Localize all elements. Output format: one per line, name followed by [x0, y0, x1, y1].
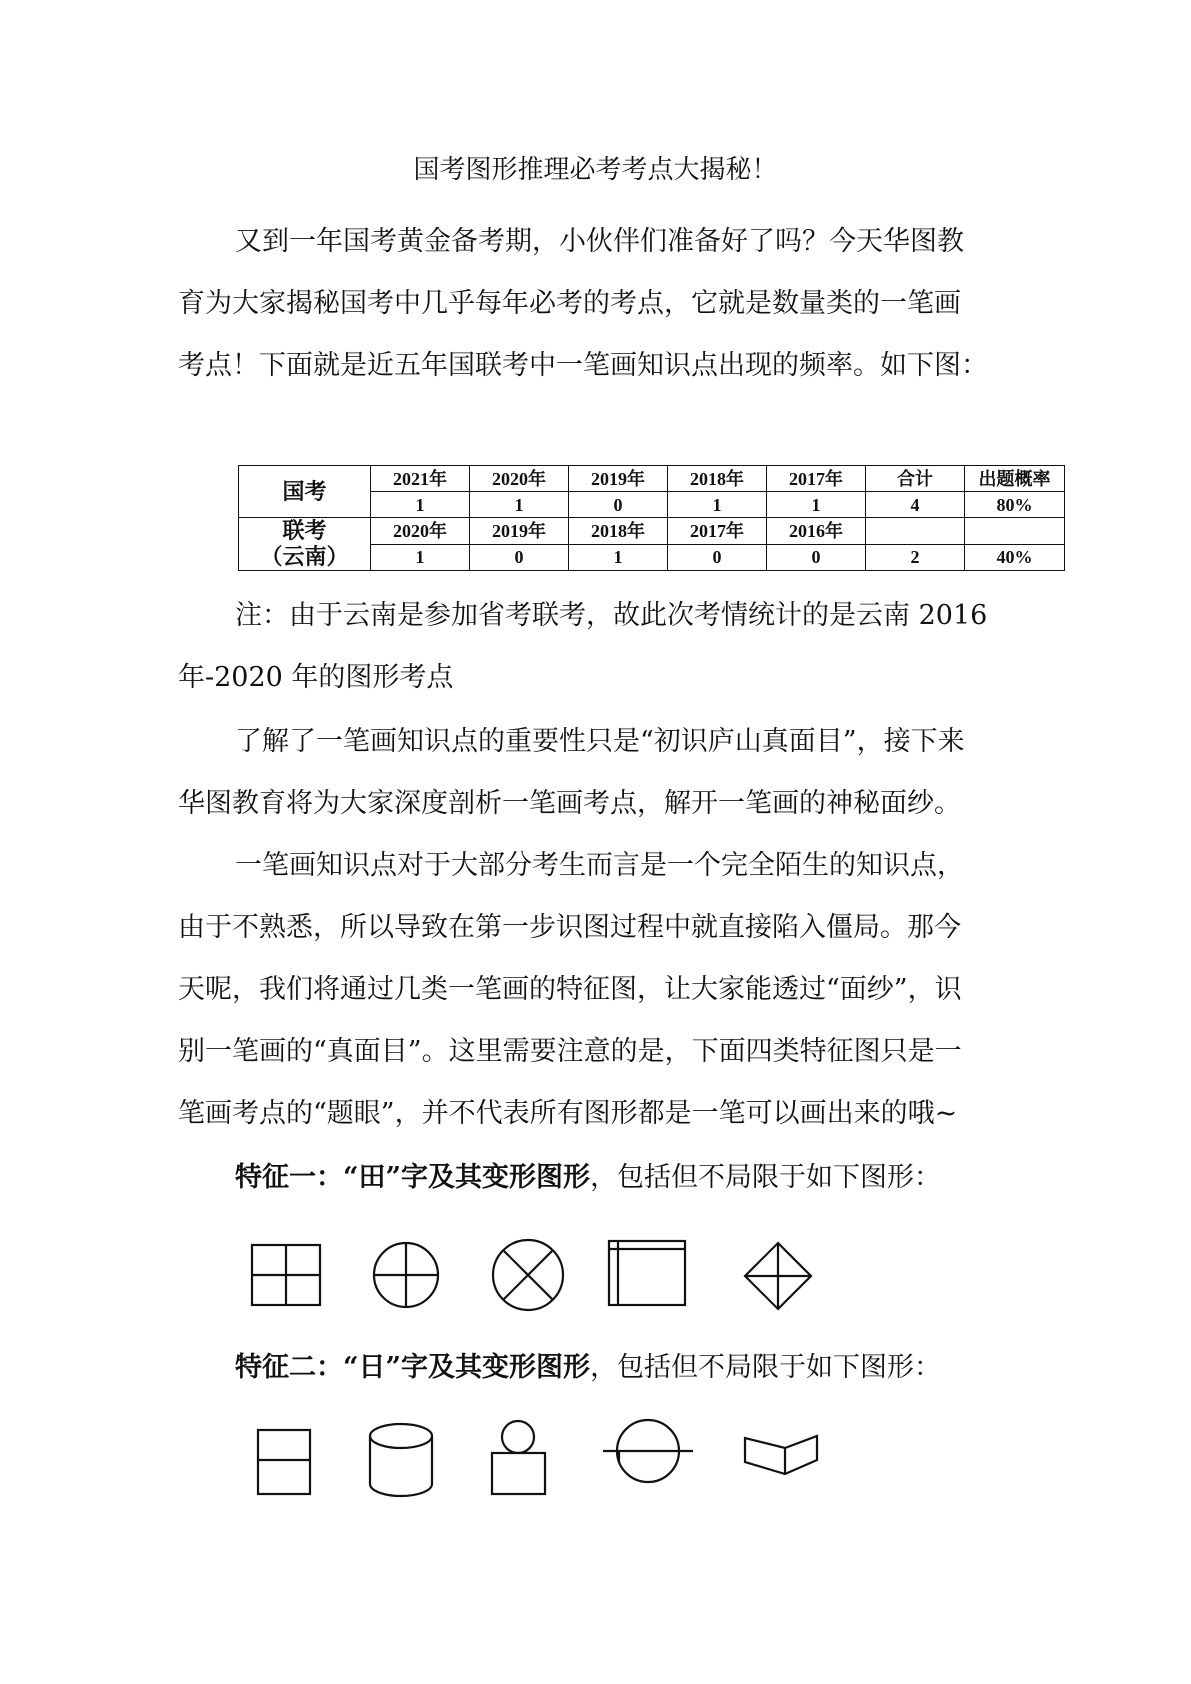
year-cell: 2020年 — [371, 518, 470, 545]
rate-header: 出题概率 — [965, 466, 1065, 492]
total-header: 合计 — [866, 466, 965, 492]
year-cell: 2017年 — [767, 466, 866, 492]
count-cell: 0 — [668, 544, 767, 571]
rate-cell: 80% — [965, 492, 1065, 518]
count-cell: 0 — [767, 544, 866, 571]
para2-line-2: 华图教育将为大家深度剖析一笔画考点，解开一笔画的神秘面纱。 — [178, 788, 961, 819]
circle-cross-figure — [374, 1243, 438, 1307]
intro-line-2: 育为大家揭秘国考中几乎每年必考的考点，它就是数量类的一笔画 — [178, 288, 961, 319]
year-cell: 2021年 — [371, 466, 470, 492]
count-cell: 0 — [569, 492, 668, 518]
feature1-bold: 特征一：“田”字及其变形图形 — [235, 1162, 591, 1193]
circle-on-square-figure — [492, 1421, 545, 1494]
framed-rectangle-figure — [609, 1241, 685, 1305]
feature2-rest: ，包括但不局限于如下图形： — [590, 1352, 942, 1383]
circle-with-line-figure — [603, 1420, 693, 1482]
diamond-cross-figure — [745, 1243, 811, 1309]
para3-line-2: 由于不熟悉，所以导致在第一步识图过程中就直接陷入僵局。那今 — [178, 912, 961, 943]
count-cell: 1 — [569, 544, 668, 571]
open-book-figure — [745, 1436, 817, 1474]
total-cell: 2 — [866, 544, 965, 571]
feature1-rest: ，包括但不局限于如下图形： — [590, 1162, 942, 1193]
note-line-2: 年-2020 年的图形考点 — [178, 662, 454, 693]
count-cell: 1 — [767, 492, 866, 518]
circle-x-figure — [493, 1240, 563, 1310]
year-cell: 2016年 — [767, 518, 866, 545]
year-cell: 2017年 — [668, 518, 767, 545]
row-label-liankao: 联考 — [239, 518, 371, 545]
para3-line-1: 一笔画知识点对于大部分考生而言是一个完全陌生的知识点， — [235, 850, 964, 881]
para2-line-1: 了解了一笔画知识点的重要性只是“初识庐山真面目”，接下来 — [235, 726, 965, 757]
total-cell: 4 — [866, 492, 965, 518]
year-cell: 2018年 — [569, 518, 668, 545]
count-cell: 1 — [371, 544, 470, 571]
para3-line-4: 别一笔画的“真面目”。这里需要注意的是，下面四类特征图只是一 — [178, 1036, 962, 1067]
count-cell: 0 — [470, 544, 569, 571]
para3-line-3: 天呢，我们将通过几类一笔画的特征图，让大家能透过“面纱”，识 — [178, 974, 962, 1005]
year-cell: 2018年 — [668, 466, 767, 492]
ri-rectangle-figure — [258, 1430, 310, 1494]
count-cell: 1 — [668, 492, 767, 518]
rate-cell: 40% — [965, 544, 1065, 571]
intro-line-1: 又到一年国考黄金备考期，小伙伴们准备好了吗？今天华图教 — [235, 226, 964, 257]
para3-line-5: 笔画考点的“题眼”，并不代表所有图形都是一笔可以画出来的哦~ — [178, 1098, 958, 1129]
year-cell: 2019年 — [470, 518, 569, 545]
row-label-guokao: 国考 — [239, 466, 371, 518]
note-line-1: 注：由于云南是参加省考联考，故此次考情统计的是云南 2016 — [235, 600, 988, 631]
tian-square-figure — [252, 1245, 320, 1305]
count-cell: 1 — [371, 492, 470, 518]
year-cell: 2019年 — [569, 466, 668, 492]
page-title: 国考图形推理必考考点大揭秘！ — [413, 155, 778, 185]
feature2-bold: 特征二：“日”字及其变形图形 — [235, 1352, 591, 1383]
cylinder-figure — [370, 1424, 432, 1496]
row-label-liankao-region: （云南） — [239, 544, 371, 571]
intro-line-3: 考点！下面就是近五年国联考中一笔画知识点出现的频率。如下图： — [178, 350, 988, 381]
year-cell: 2020年 — [470, 466, 569, 492]
count-cell: 1 — [470, 492, 569, 518]
